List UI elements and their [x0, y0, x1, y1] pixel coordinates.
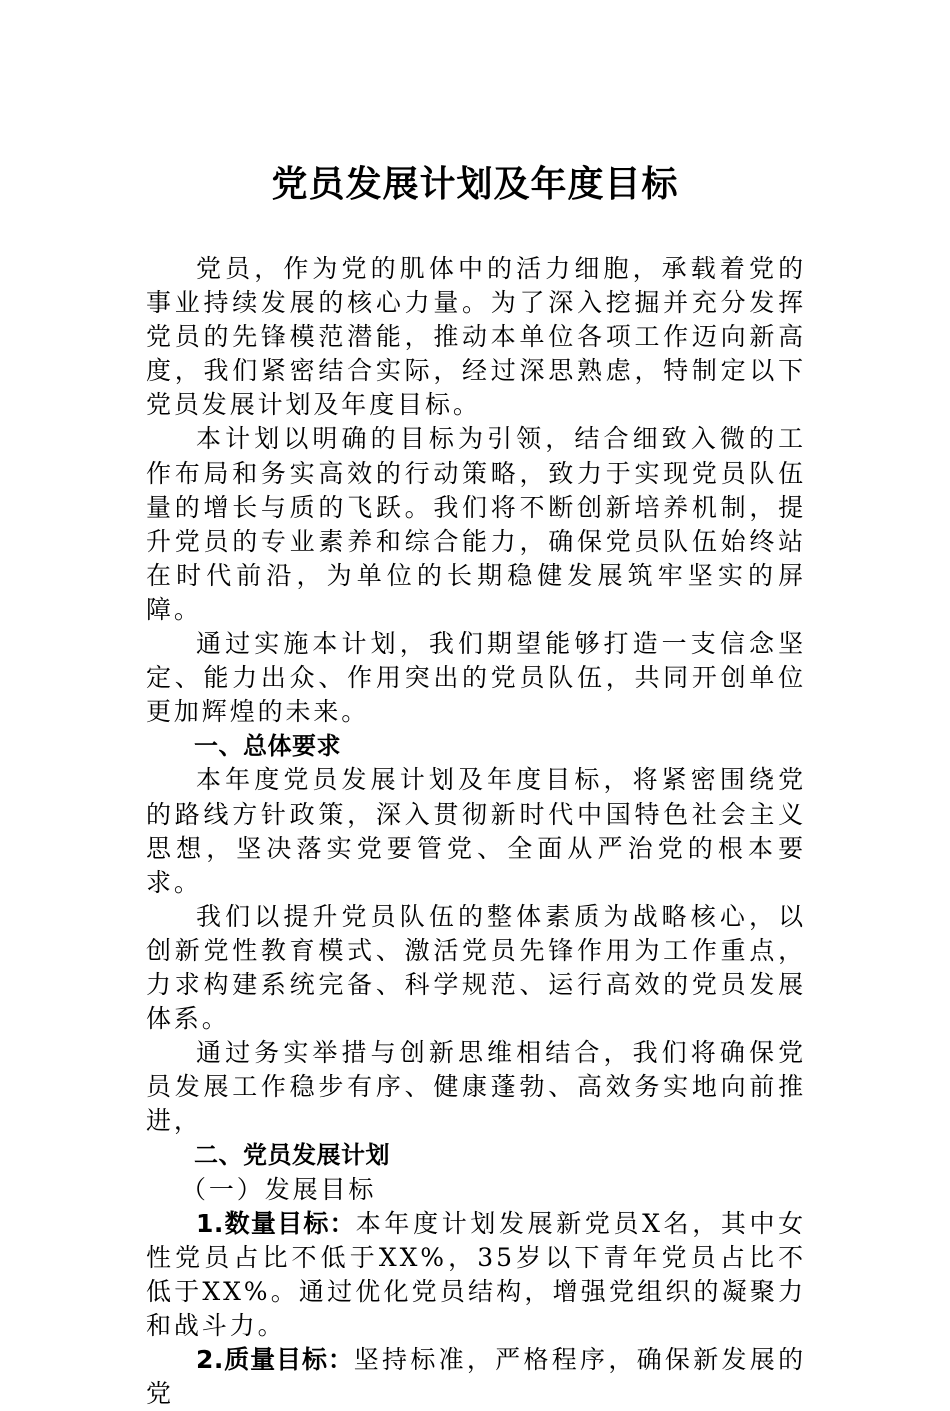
section-2-subheading: （一）发展目标 [181, 1174, 377, 1204]
section-1-heading: 一、总体要求 [194, 732, 341, 761]
section-1-paragraph-3: 通过务实举措与创新思维相结合，我们将确保党员发展工作稳步有序、健康蓬勃、高效务实地向前推进， [146, 1038, 806, 1136]
intro-paragraph-2: 本计划以明确的目标为引领，结合细致入微的工作布局和务实高效的行动策略，致力于实现党员队伍量的增长与质的飞跃。我们将不断创新培养机制，提升党员的专业素养和综合能力，确保党员队伍始终站在时代前沿，为单位的长期稳健发展筑牢坚实的屏障。 [146, 424, 806, 624]
section-1-paragraph-2: 我们以提升党员队伍的整体素质为战略核心，以创新党性教育模式、激活党员先锋作用为工作重点，力求构建系统完备、科学规范、运行高效的党员发展体系。 [146, 901, 806, 1034]
section-1-paragraph-1: 本年度党员发展计划及年度目标，将紧密围绕党的路线方针政策，深入贯彻新时代中国特色社会主义思想，坚决落实党要管党、全面从严治党的根本要求。 [146, 765, 806, 897]
goal-item-2 [146, 1343, 806, 1411]
goal-item-1-lead: 1.数量目标： [196, 1208, 356, 1238]
goal-item-2-text: 坚持标准，严格程序，确保新发展的党 [146, 1345, 806, 1409]
document-title: 党员发展计划及年度目标 [271, 163, 679, 205]
goal-item-1-text: 本年度计划发展新党员X名，其中女性党员占比不低于XX%，35岁以下青年党员占比不低于XX%。通过优化党员结构，增强党组织的凝聚力和战斗力。 [146, 1208, 806, 1340]
section-2-heading: 二、党员发展计划 [194, 1141, 390, 1170]
goal-item-2-lead: 2.质量目标： [196, 1345, 354, 1374]
intro-paragraph-3: 通过实施本计划，我们期望能够打造一支信念坚定、能力出众、作用突出的党员队伍，共同开创单位更加辉煌的未来。 [146, 629, 806, 727]
goal-item-1 [146, 1207, 806, 1343]
document-body [146, 252, 806, 1411]
intro-paragraph-1: 党员，作为党的肌体中的活力细胞，承载着党的事业持续发展的核心力量。为了深入挖掘并充分发挥党员的先锋模范潜能，推动本单位各项工作迈向新高度，我们紧密结合实际，经过深思熟虑，特制定以下党员发展计划及年度目标。 [146, 254, 806, 420]
